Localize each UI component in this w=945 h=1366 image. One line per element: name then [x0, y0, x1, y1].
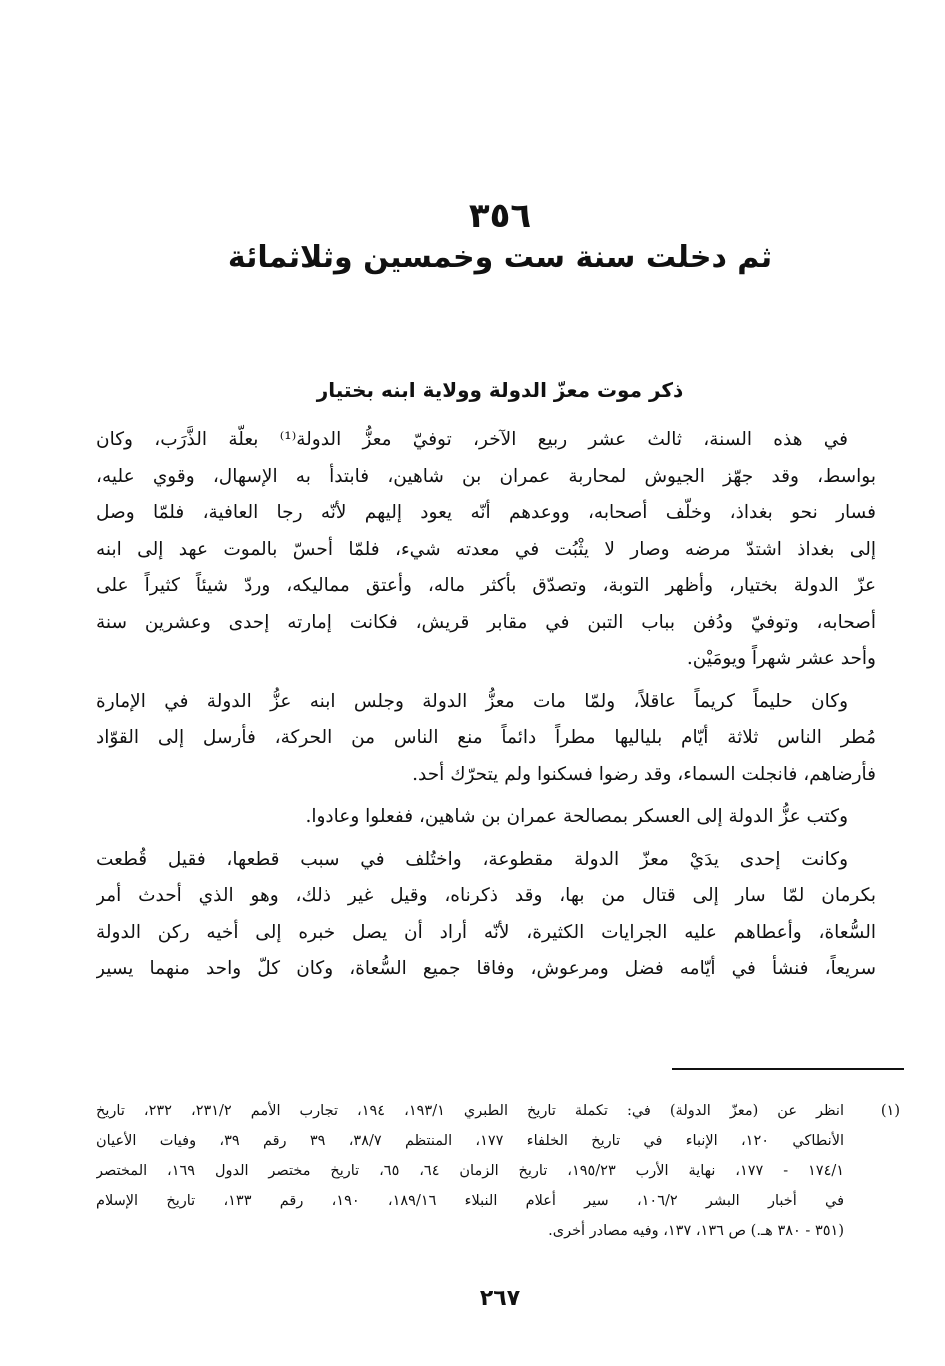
paragraph — [96, 684, 904, 794]
body-text — [96, 422, 904, 994]
page-number: ٢٦٧ — [479, 1286, 521, 1311]
paragraph — [96, 422, 904, 678]
section-title: ذكر موت معزّ الدولة وولاية ابنه بختيار — [316, 378, 684, 402]
text-line: فسار نحو بغداذ، وخلّف أصحابه، ووعدهم أنّه يعود إليهم لأنّه رجا العافية، فلمّا وصل — [96, 502, 876, 523]
text-line: وأحد عشر شهراً ويومَيْن. — [686, 648, 876, 669]
text-line: السُّعاة، وأعطاهم عليه الجرايات الكثيرة، لأنّه أراد أن يصل خبره إلى أخيه ركن الدولة — [96, 921, 876, 943]
text-line: وكتب عزُّ الدولة إلى العسكر بمصالحة عمران بن شاهين، ففعلوا وعادوا. — [305, 806, 848, 827]
text-line: إلى بغداذ اشتدّ مرضه وصار لا يثْبُت في معدته شيء، فلمّا أحسّ بالموت عهد إلى ابنه — [96, 538, 876, 560]
footnote-line: انظر عن (معزّ الدولة) في: تكملة تاريخ الطبري ١٩٣/١، ١٩٤، تجارب الأمم ٢٣١/٢، ٢٣٢، تاريخ — [96, 1103, 844, 1119]
footnote-item — [96, 1096, 904, 1246]
text-line: وكان حليماً كريماً عاقلاً، ولمّا مات معزُّ الدولة وجلس ابنه عزُّ الدولة في الإمارة — [96, 690, 848, 712]
footnote-divider — [672, 1068, 904, 1070]
footnotes — [96, 1096, 904, 1246]
footnote-marker: (١) — [880, 1103, 900, 1119]
footnote-line: ١٧٤/١ - ١٧٧، نهاية الأرب ١٩٥/٢٣، تاريخ الزمان ٦٤، ٦٥، تاريخ مختصر الدول ١٦٩، المختصر — [96, 1163, 844, 1179]
text-line: في هذه السنة، ثالث عشر ربيع الآخر، توفيّ معزُّ الدولة⁽¹⁾ بعلّة الذَّرَب، وكان — [96, 429, 849, 450]
footnote-line: (٣٥١ - ٣٨٠ هـ.) ص ١٣٦، ١٣٧، وفيه مصادر أخرى. — [548, 1223, 844, 1239]
year-number-heading: ٣٥٦ — [468, 196, 532, 236]
footnote-body — [96, 1096, 844, 1246]
year-title-heading: ثم دخلت سنة ست وخمسين وثلاثمائة — [227, 240, 773, 275]
text-line: مُطر الناس ثلاثة أيّام بلياليها مطراً دائماً منع الناس من الحركة، فأرسل إلى القوّاد — [96, 727, 876, 748]
paragraph — [96, 799, 904, 836]
text-line: سريعاً، فنشأ في أيّامه فضل ومرعوش، وفاقا جميع السُّعاة، وكان كلّ واحد منهما يسير — [96, 958, 876, 979]
footnote-line: في أخبار البشر ١٠٦/٢، سير أعلام النبلاء ١٨٩/١٦، ١٩٠، رقم ١٣٣، تاريخ الإسلام — [96, 1193, 844, 1209]
text-line: عزّ الدولة بختيار، وأظهر التوبة، وتصدّق بأكثر ماله، وأعتق مماليكه، وردّ شيئاً كثيراً على — [96, 575, 876, 596]
text-line: بواسط، وقد جهّز الجيوش لمحاربة عمران بن شاهين، فابتدأ به الإسهال، وقوي عليه، — [96, 465, 876, 487]
text-line: أصحابه، وتوفيّ ودُفن بباب التبن في مقابر قريش، فكانت إمارته إحدى وعشرين سنة — [96, 611, 876, 633]
text-line: بكرمان لمّا سار إلى قتال من بها، وقد ذكرناه، وقيل غير ذلك، وهو الذي أحدث أمر — [96, 885, 876, 906]
paragraph — [96, 842, 904, 988]
text-line: وكانت إحدى يدَيْ معزّ الدولة مقطوعة، واختُلف في سبب قطعها، فقيل قُطعت — [96, 848, 848, 870]
footnote-line: الأنطاكي ١٢٠، الإنباء في تاريخ الخلفاء ١٧٧، المنتظم ٣٨/٧، ٣٩ رقم ٣٩، وفيات الأعيان — [96, 1133, 844, 1149]
book-page — [96, 0, 904, 1366]
text-line: فأرضاهم، فانجلت السماء، وقد رضوا فسكنوا ولم يتحرّك أحد. — [412, 763, 876, 785]
